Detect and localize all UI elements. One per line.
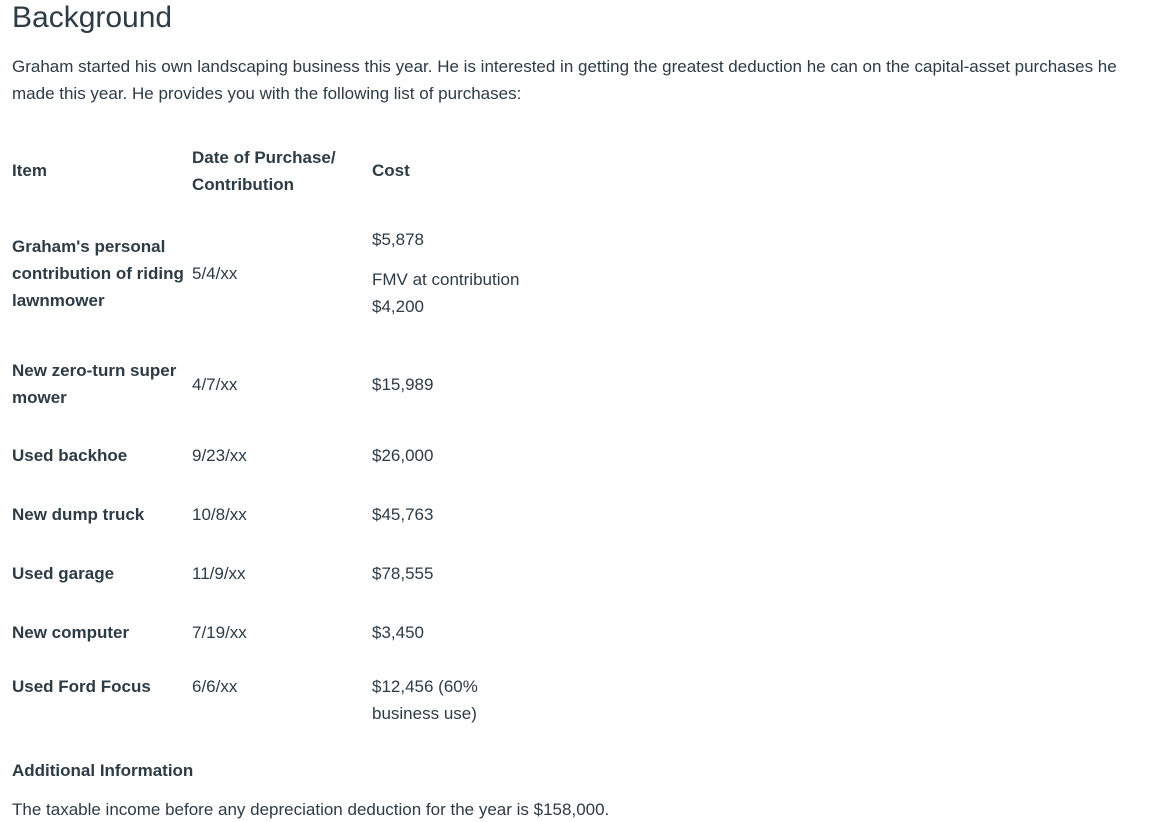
- intro-paragraph: Graham started his own landscaping business this year. He is interested in getting the greatest deduction he can on the capital-asset purchases he made this year. He provides you with the following list of purchases:: [12, 57, 1117, 103]
- item-name-line: New zero-turn super: [12, 361, 177, 380]
- item-cell: [12, 339, 192, 429]
- header-date-line2: Contribution: [192, 175, 294, 194]
- item-cell: New computer: [12, 622, 130, 642]
- cost-line: $12,456 (60%: [372, 677, 478, 696]
- item-cell: Used garage: [12, 563, 115, 583]
- cost-cell: $45,763: [372, 504, 434, 524]
- item-name-line: Graham's personal: [12, 236, 166, 256]
- header-cost: Cost: [372, 161, 410, 180]
- date-cell: 4/7/xx: [192, 374, 238, 394]
- date-cell: 11/9/xx: [192, 563, 246, 583]
- cost-line: business use): [372, 704, 477, 723]
- cost-cell: $15,989: [372, 374, 434, 394]
- item-name-line: mower: [12, 388, 67, 407]
- cost-line: $4,200: [372, 297, 424, 316]
- date-cell: 9/23/xx: [192, 445, 247, 465]
- table-row: [12, 599, 572, 665]
- cost-cell: $78,555: [372, 563, 434, 583]
- item-cell: Used backhoe: [12, 445, 128, 465]
- table-row: [12, 339, 572, 429]
- date-cell: 10/8/xx: [192, 504, 247, 524]
- date-cell: 6/6/xx: [192, 677, 238, 696]
- table-header-row: [12, 135, 572, 207]
- date-cell: 7/19/xx: [192, 622, 247, 642]
- header-date: [192, 135, 372, 207]
- content-area: [12, 0, 1157, 822]
- item-cell: [12, 207, 192, 339]
- cost-line: FMV at contribution: [372, 270, 520, 289]
- item-name-line: lawnmower: [12, 290, 105, 310]
- table-row: [12, 429, 572, 481]
- item-cell: New dump truck: [12, 504, 145, 524]
- table-row: [12, 207, 572, 339]
- table-row: [12, 547, 572, 599]
- cost-line: $5,878: [372, 230, 424, 249]
- table-row: [12, 665, 572, 745]
- additional-info-text: The taxable income before any depreciation deduction for the year is $158,000.: [12, 800, 610, 819]
- item-cell: Used Ford Focus: [12, 677, 151, 696]
- header-date-line1: Date of Purchase/: [192, 148, 336, 167]
- cost-cell: $3,450: [372, 622, 424, 642]
- table-row: [12, 481, 572, 547]
- cost-cell: [372, 665, 572, 745]
- cost-cell: $26,000: [372, 445, 434, 465]
- cost-spacer: [372, 253, 572, 266]
- item-name-line: contribution of riding: [12, 263, 184, 283]
- date-cell: 5/4/xx: [192, 263, 238, 283]
- cost-cell: [372, 207, 572, 339]
- page-title: Background: [12, 1, 173, 34]
- purchases-table: [12, 135, 572, 745]
- additional-info-heading: Additional Information: [12, 761, 194, 780]
- header-item: Item: [12, 161, 47, 180]
